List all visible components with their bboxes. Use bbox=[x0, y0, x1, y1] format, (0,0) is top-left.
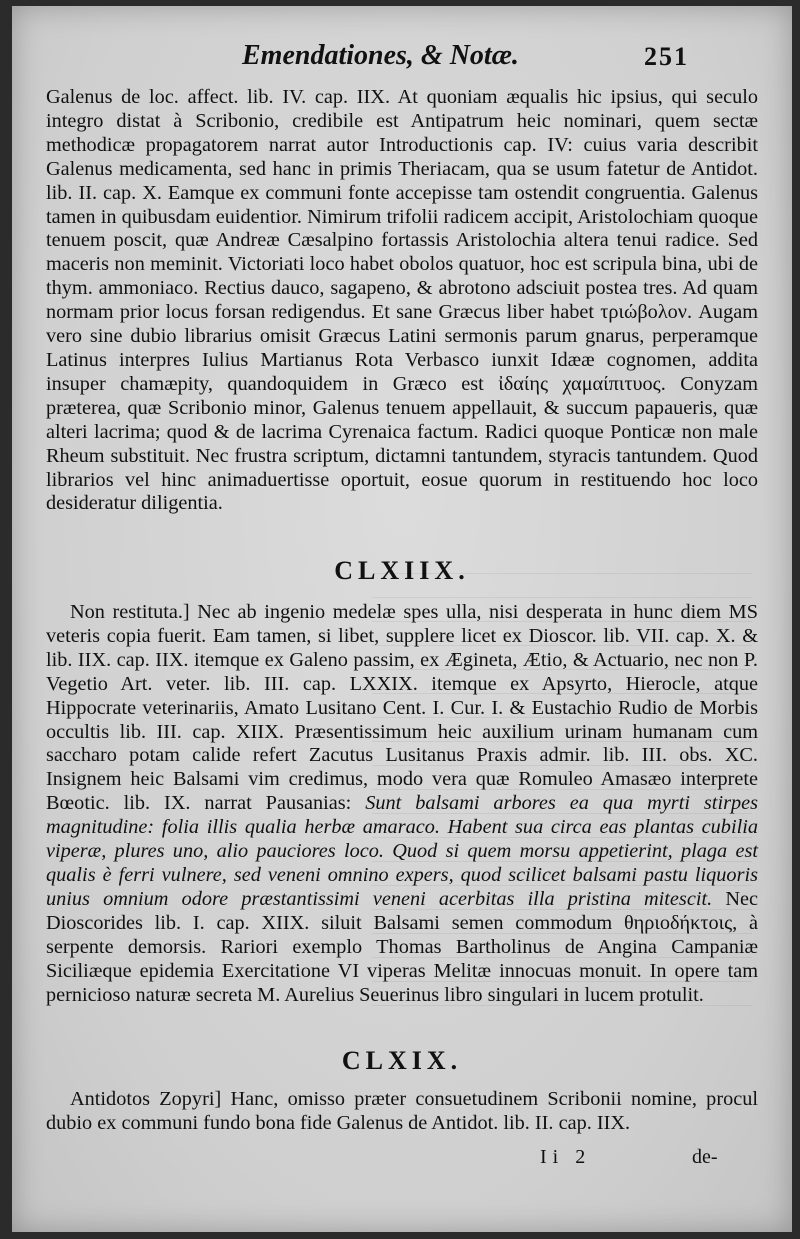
paragraph-note-continuation: Galenus de loc. affect. lib. IV. cap. IIX. At quoniam æqualis hic ipsius, qui seculo integro distat à Scribonio, credibile est Antipatrum heic nominari, quem sectæ methodicæ propagatorem narrat autor Introductionis cap. IV: cuius varia describit Galenus medicamenta, sed hanc in primis Theriacam, qua se usum fatetur de Antidot. lib. II. cap. X. Eamque ex communi fonte accepisse tam ostendit congruentia. Galenus tamen in quibusdam euidentior. Nimirum trifolii radicem accipit, Aristolochiam quoque tenuem poscit, quæ Andreæ Cæsalpino fortassis Aristolochia altera tenui radice. Sed maceris non meminit. Victoriati loco habet obolos quatuor, hoc est scripula bina, ubi de thym. ammoniaco. Rectius dauco, sagapeno, & abrotono adsciuit postea tres. Ad quam normam prior locus forsan redigendus. Et sane Græcus liber habet τριώβολον. Augam vero sine dubio librarius omisit Græcus Latini sermonis parum gnarus, perperamque Latinus interpres Iulius Martianus Rota Verbasco iunxit Idææ cognomen, addita insuper chamæpity, quandoquidem in Græco est ἰδαίης χαμαίπιτυος. Conyzam præterea, quæ Scribonio minor, Galenus tenuem appellauit, & succum papaueris, quæ alteri lacrima; quod & de lacrima Cyrenaica factum. Radici quoque Ponticæ non male Rheum substituit. Nec frustra scriptum, dictamni tantundem, styracis tantundem. Quod librarios vel hinc animaduertisse oportuit, eosue quorum in restituendo hoc loco desideratur diligentia. bbox=[46, 86, 758, 515]
running-head bbox=[12, 40, 792, 80]
page-number: 251 bbox=[644, 42, 689, 71]
pausanias-quote: Sunt balsami arbores ea qua myrti stirpes magnitudine: folia illis qualia herbæ amaraco. Habent sua circa eas plantas cubilia viperæ, plures uno, alio pauciores loco. Quod si quem morsu appetierint, plaga est qualis è ferri vulnere, sed veneni omnino expers, quod scilicet balsami pastu liquoris unius omnium odore præstantissimi veneni acerbitas illa pristina mitescit. bbox=[46, 792, 759, 910]
paragraph-note-clxix: Antidotos Zopyri] Hanc, omisso præter consuetudinem Scribonii nomine, procul dubio ex communi fundo bona fide Galenus de Antidot. lib. II. cap. IIX. bbox=[46, 1088, 758, 1134]
paragraph-text: Non restituta.] Nec ab ingenio medelæ spes ulla, nisi desperata in hunc diem MS veteris copia fuerit. Eam tamen, si libet, supplere licet ex Dioscor. lib. VII. cap. X. & lib. IIX. cap. IIX. itemque ex Galeno passim, ex Ægineta, Ætio, & Actuario, nec non P. Vegetio Art. veter. lib. III. cap. LXXIX. itemque ex Apsyrto, Hierocle, atque Hippocrate veterinariis, Amato Lusitano Cent. I. Cur. I. & Eustachio Rudio de Morbis occultis lib. III. cap. XIIX. Præsentissimum heic auxilium urinam humanam cum saccharo potam calide refert Zacutus Lusitanus Praxis admir. lib. III. obs. XC. Insignem heic Balsami vim credimus, modo vera quæ Romuleo Amasæo interprete Bœotic. lib. IX. narrat Pausanias: bbox=[46, 601, 758, 815]
book-page bbox=[12, 6, 792, 1232]
paragraph-text: Nec Dioscorides lib. I. cap. XIIX. siluit Balsami semen commodum θηριοδήκτοις, à serpente demorsis. Rariori exemplo Thomas Bartholinus de Angina Campaniæ Siciliæque epidemia Exercitatione VI viperas Melitæ innocuas monuit. In opere tam pernicioso naturæ secreta M. Aurelius Seuerinus libro singulari in lucem protulit. bbox=[46, 887, 758, 1006]
section-heading-clxiix: CLXIIX. bbox=[334, 556, 470, 585]
running-head-title: Emendationes, & Notæ. bbox=[242, 40, 519, 71]
catchword: de- bbox=[692, 1146, 718, 1168]
section-heading-clxix: CLXIX. bbox=[341, 1046, 463, 1075]
paragraph-note-clxiix bbox=[46, 601, 758, 1007]
signature-mark: Ii 2 bbox=[540, 1146, 592, 1168]
